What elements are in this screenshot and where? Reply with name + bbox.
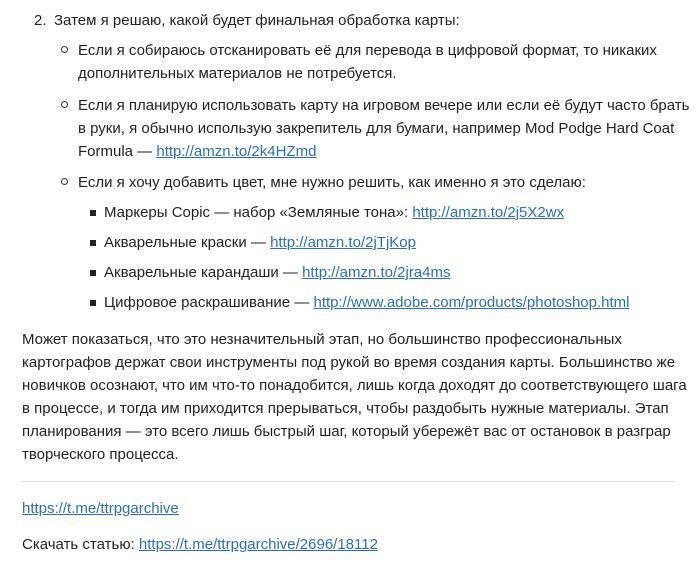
channel-line <box>22 497 179 520</box>
bullet-square-icon <box>90 300 96 306</box>
paragraph-line-4: в процессе, и тогда им приходится прерываться, чтобы раздобыть нужные материалы. Этап <box>22 400 669 417</box>
download-line <box>22 533 378 556</box>
bullet-square-icon <box>90 240 96 246</box>
list-item-2-prefix: Formula — <box>78 143 157 160</box>
sub-item-digital <box>104 291 630 314</box>
paragraph-line-3: новичков осознают, что им что-то понадобится, лишь когда доходят до соответствующего шага <box>22 377 687 394</box>
list-item-1-line1: Если я собираюсь отсканировать её для перевода в цифровой формат, то никаких <box>78 42 657 59</box>
list-item-3-text: Если я хочу добавить цвет, мне нужно решить, как именно я это сделаю: <box>78 174 586 191</box>
list-heading: Затем я решаю, какой будет финальная обработка карты: <box>54 12 460 29</box>
paragraph-line-5: планирования — это всего лишь быстрый шаг, который убережёт вас от остановок в разграр <box>22 423 671 440</box>
sub-item-label: Цифровое раскрашивание — <box>104 294 314 311</box>
list-item-2-line2: в руки, я обычно использую закрепитель для бумаги, например Mod Podge Hard Coat <box>78 120 675 137</box>
paragraph-line-2: картографов держат свои инструменты под рукой во время создания карты. Большинство же <box>22 354 676 371</box>
paragraph-line-1: Может показаться, что это незначительный этап, но большинство профессиональных <box>22 331 622 348</box>
list-item-2-line3 <box>78 140 316 163</box>
bullet-circle-icon <box>61 46 68 53</box>
bullet-square-icon <box>90 270 96 276</box>
sub-item-pencils <box>104 261 451 284</box>
copic-link[interactable]: http://amzn.to/2j5X2wx <box>412 204 565 221</box>
list-item-1-line2: дополнительных материалов не потребуется. <box>78 65 397 82</box>
bullet-square-icon <box>90 210 96 216</box>
download-link[interactable]: https://t.me/ttrpgarchive/2696/18112 <box>138 536 378 553</box>
divider <box>22 481 674 482</box>
photoshop-link[interactable]: http://www.adobe.com/products/photoshop.html <box>313 294 630 311</box>
bullet-circle-icon <box>61 178 68 185</box>
sub-item-label: Акварельные краски — <box>104 234 271 251</box>
sub-item-label: Маркеры Copic — набор «Земляные тона»: <box>104 204 413 221</box>
sub-item-copic <box>104 201 564 224</box>
sub-item-label: Акварельные карандаши — <box>104 264 303 281</box>
sub-item-watercolor <box>104 231 416 254</box>
pencils-link[interactable]: http://amzn.to/2jra4ms <box>302 264 451 281</box>
list-item-2-line1: Если я планирую использовать карту на игровом вечере или если её будут часто брать <box>78 97 690 114</box>
bullet-circle-icon <box>61 101 68 108</box>
channel-link[interactable]: https://t.me/ttrpgarchive <box>22 500 179 517</box>
mod-podge-link[interactable]: http://amzn.to/2k4HZmd <box>156 143 317 160</box>
watercolor-link[interactable]: http://amzn.to/2jTjKop <box>270 234 416 251</box>
download-label: Скачать статью: <box>22 536 139 553</box>
list-number: 2. <box>34 12 47 29</box>
paragraph-line-6: творческого процесса. <box>22 446 179 463</box>
